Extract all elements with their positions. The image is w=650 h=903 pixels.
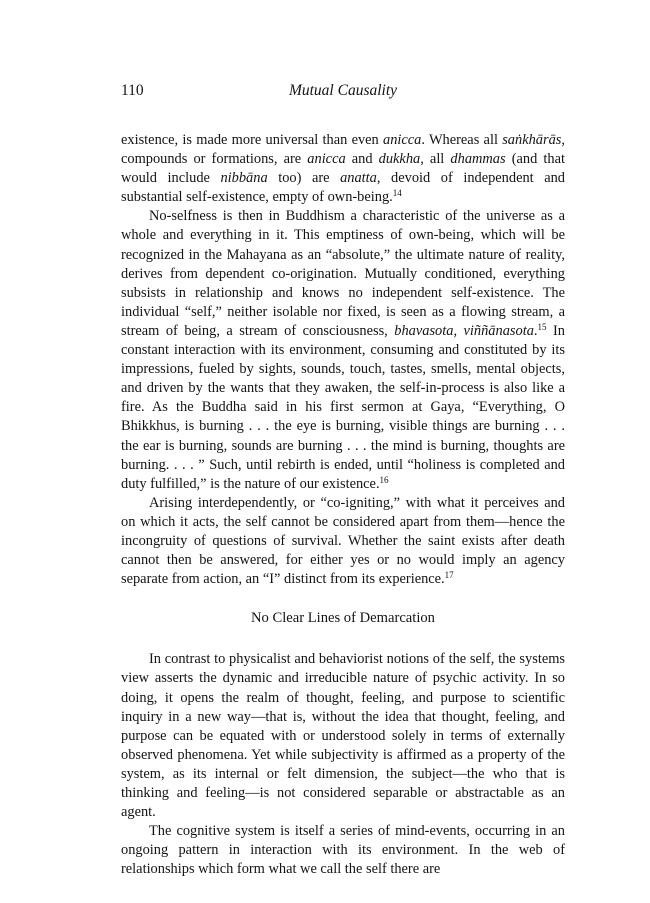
text-run: , all [420, 151, 451, 168]
text-run: No-selfness is then in Buddhism a characteristic of the universe as a whole and everything in it. This emptiness of own-being, which will be recognized in the Mahayana as an “absolute,” the ultimate nature of reality, derives from dependent co-origination. Mutually conditioned, everything subsists in relationship and knows no independent self-existence. The individual “self,” neither isolable nor fixed, is seen as a flowing stream, a stream of being, a stream of consciousness, [121, 208, 565, 339]
italic-term: dhammas [450, 151, 506, 168]
body-text [121, 131, 565, 879]
running-title: Mutual Causality [288, 82, 398, 99]
italic-term: anicca [307, 151, 346, 168]
italic-term: nibbāna [220, 170, 268, 187]
text-run: existence, is made more universal than even [121, 132, 383, 148]
text-run: The cognitive system is itself a series of mind-events, occurring in an ongoing pattern in interaction with its environment. In the web of relationships which form what we call the self there are [121, 823, 565, 878]
paragraph [121, 650, 565, 822]
italic-term: saṅkhārās [502, 132, 562, 148]
italic-term: dukkha [378, 151, 421, 168]
text-run: . Whereas all [421, 132, 503, 148]
paragraph [121, 494, 565, 589]
italic-term: anicca [383, 132, 422, 148]
text-run: , devoid of independent and substantial self-existence, empty of own-being. [121, 170, 565, 206]
paragraph [121, 822, 565, 879]
page-number: 110 [121, 82, 144, 99]
footnote-ref: 17 [444, 570, 454, 581]
text-run: In contrast to physicalist and behaviorist notions of the self, the systems view asserts the dynamic and irreducible nature of psychic activity. In so doing, it opens the realm of thought, feeling, and purpose to scientific inquiry in a new way—that is, without the idea that thought, feeling, and purpose can be equated with or understood solely in terms of externally observed phenomena. Yet while subjectivity is affirmed as a property of the system, as its internal or felt dimension, the subject—the who that is thinking and feeling—is not considered separable or abstractable as an agent. [121, 651, 565, 821]
text-run: Arising interdependently, or “co-igniting,” with what it perceives and on which it acts, the self cannot be considered apart from them—hence the incongruity of questions of survival. Whether the saint exists after death cannot then be answered, for either yes or no would imply an agency separate from action, an “I” distinct from its experience. [121, 494, 565, 588]
text-run: . [533, 322, 538, 339]
footnote-ref: 16 [379, 474, 389, 485]
section-heading: No Clear Lines of Demarcation [251, 610, 435, 627]
footnote-ref: 15 [537, 321, 547, 332]
text-run: , compounds or formations, are [121, 132, 565, 168]
text-run: (and that would include [121, 151, 565, 187]
italic-term: bhavasota, viññānasota [394, 322, 534, 339]
text-run: In constant interaction with its environment, consuming and constituted by its impressions, fueled by sights, sounds, touch, tastes, smells, mental objects, and driven by the wants that they awaken, the self-in-process is also like a fire. As the Buddha said in his first sermon at Gaya, “Everything, O Bhikkhus, is burning . . . the eye is burning, visible things are burning . . . the ear is burning, sounds are burning . . . the mind is burning, thoughts are burning. . . . ” Such, until rebirth is ended, until “holiness is completed and duty fulfilled,” is the nature of our existence. [121, 322, 565, 492]
italic-term: anatta [340, 170, 377, 187]
text-run: and [345, 151, 379, 168]
page-header [121, 82, 565, 104]
text-run: too) are [267, 170, 341, 187]
paragraph [121, 207, 565, 493]
paragraph [121, 131, 565, 207]
footnote-ref: 14 [392, 188, 402, 199]
